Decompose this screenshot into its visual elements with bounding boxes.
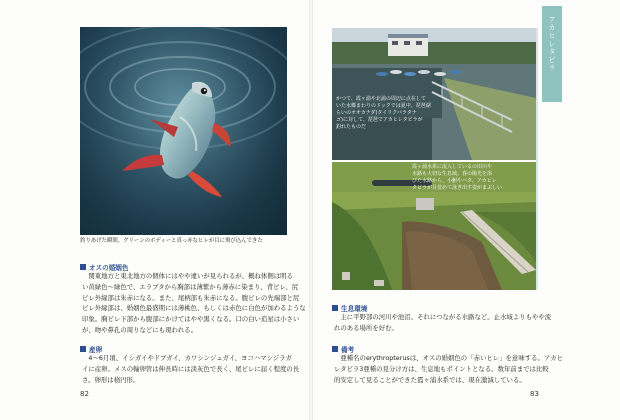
- page-gutter: [309, 0, 313, 420]
- text-line: イに産卵。メスの輸卵管は伸長時には淡灰色で長く、尾ビレに届く程度の長: [82, 364, 300, 373]
- page-number-left: 82: [80, 390, 89, 398]
- caption-line: タビラが目覚めて泳ぎ出す姿がまぶしい: [412, 185, 503, 191]
- breeding-colors-text: [82, 271, 306, 336]
- heading-text: 生息環境: [341, 305, 368, 313]
- heading-square-icon: [332, 305, 338, 311]
- text-line: 的安定して見ることができた霞ヶ浦水系では、現在激減している。: [334, 375, 526, 384]
- fish-photo: [80, 27, 287, 235]
- spawning-text: [82, 353, 299, 385]
- fish-photo-caption: 釣りあげた瞬間。グリーンのボディーと真っ赤なヒレが目に飛び込んできた: [80, 238, 263, 244]
- page-number-right: 83: [530, 390, 539, 398]
- caption-line: 釣れたものだ: [336, 124, 367, 130]
- heading-text: 産卵: [89, 346, 103, 354]
- pond-photo-caption: [336, 96, 431, 131]
- caption-line: 水路も大切な生息域。春の陽光を浴: [412, 171, 493, 177]
- habitat-text: [334, 312, 551, 334]
- tab-guide-line: [536, 28, 538, 290]
- text-line: 4〜6月頃、イシガイやドブガイ、カワシンジュガイ、ヨコハマシジラガ: [82, 354, 292, 362]
- caption-line: らいのオオカナダ(タイリクバラタナ: [336, 110, 417, 116]
- text-line: 亜種名のerythropterusは、オスの婚姻色の「赤いヒレ」を意味する。アカヒ: [334, 354, 563, 362]
- heading-text: 備考: [341, 346, 355, 354]
- chapter-tab: [542, 6, 562, 102]
- caption-line: かつて、霞ヶ浦や北浦の周辺に点在して: [336, 96, 426, 102]
- text-line: 関東地方と東北地方の個体にはやや違いが見られるが、概ね体側は明る: [82, 272, 293, 280]
- text-line: ビレ外縁部は、婚姻色最盛期には薄桃色、もしくは赤色に白色が加わるような: [82, 304, 306, 313]
- notes-text: [334, 353, 563, 385]
- text-line: レタビラ3亜種の見分け方は、生息地もポイントとなる。数年前までは比較: [334, 364, 549, 373]
- pond-photo: [332, 28, 536, 160]
- caption-line: ゴ)に対して、琵琶でアカヒレタビラが: [336, 117, 423, 123]
- fish-illustration: [80, 27, 287, 235]
- caption-line: 霞ヶ浦水系に流入しているの田川や: [412, 164, 493, 170]
- text-line: い黄緑色〜緑色で、エラブタから胸部は薄紫から薄赤に染まり、背ビレ、尻: [82, 282, 299, 291]
- text-line: 印象。胸ビレ下部から腹部にかけてはやや黒くなる。口の白い追星は小さい: [82, 315, 300, 324]
- heading-square-icon: [80, 346, 86, 352]
- canal-photo-caption: [412, 164, 502, 192]
- heading-text: オスの婚姻色: [89, 264, 129, 272]
- heading-square-icon: [332, 346, 338, 352]
- pond-scene: [332, 28, 536, 160]
- heading-square-icon: [80, 264, 86, 270]
- text-line: 主に平野部の河川や池沼、それにつながる水路など。止水域よりもやや流: [334, 313, 552, 321]
- text-line: れのある場所を好む。: [334, 323, 398, 332]
- chapter-tab-label: アカヒレタビラ: [548, 16, 556, 72]
- text-line: さ。卵形は楕円形。: [82, 375, 140, 384]
- caption-line: びた水路から、小鮒やバタ、アカヒレ: [412, 178, 497, 184]
- text-line: ビレ外縁部は朱赤になる。また、尾柄部も朱赤になる。腹ビレの先端部と尻: [82, 293, 300, 302]
- caption-line: いた水郷まわりのドックでは夏中、琵琶湖: [336, 103, 431, 109]
- text-line: が、吻や鼻孔の周りなどにも現われる。: [82, 325, 198, 334]
